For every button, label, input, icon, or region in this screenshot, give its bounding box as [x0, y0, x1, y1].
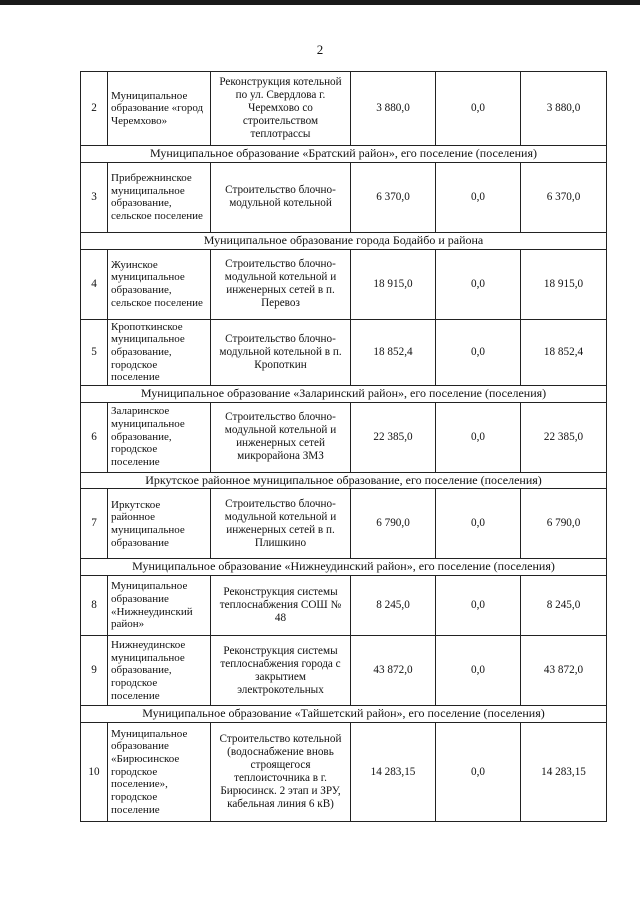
table-row: [81, 722, 607, 821]
scan-edge: [0, 0, 640, 5]
amount-zero-cell: 0,0: [436, 162, 521, 232]
row-number: 2: [81, 72, 108, 146]
table-row: [81, 249, 607, 319]
amount-final-cell: 22 385,0: [521, 402, 607, 472]
project-cell: Строительство блочно-модульной котельной и инженерных сетей в п. Перевоз: [211, 249, 351, 319]
section-heading: Муниципальное образование «Тайшетский район», его поселение (поселения): [81, 706, 607, 723]
table-row: [81, 402, 607, 472]
municipality-cell: Иркутское районное муниципальное образование: [108, 489, 211, 559]
section-row: [81, 559, 607, 576]
section-heading: Муниципальное образование «Братский район», его поселение (поселения): [81, 146, 607, 163]
amount-zero-cell: 0,0: [436, 636, 521, 706]
amount-zero-cell: 0,0: [436, 722, 521, 821]
section-row: [81, 385, 607, 402]
section-row: [81, 232, 607, 249]
amount-total-cell: 43 872,0: [351, 636, 436, 706]
amount-zero-cell: 0,0: [436, 319, 521, 385]
amount-total-cell: 6 370,0: [351, 162, 436, 232]
amount-total-cell: 18 915,0: [351, 249, 436, 319]
amount-final-cell: 6 790,0: [521, 489, 607, 559]
amount-zero-cell: 0,0: [436, 576, 521, 636]
amount-zero-cell: 0,0: [436, 72, 521, 146]
row-number: 8: [81, 576, 108, 636]
row-number: 9: [81, 636, 108, 706]
project-cell: Реконструкция системы теплоснабжения СОШ № 48: [211, 576, 351, 636]
project-cell: Строительство блочно-модульной котельной и инженерных сетей микрорайона ЗМЗ: [211, 402, 351, 472]
municipality-cell: Жуинское муниципальное образование, сельское поселение: [108, 249, 211, 319]
project-cell: Строительство котельной (водоснабжение вновь строящегося теплоисточника в г. Бирюсинск. 2 этап и ЗРУ, кабельная линия 6 кВ): [211, 722, 351, 821]
amount-total-cell: 14 283,15: [351, 722, 436, 821]
amount-final-cell: 3 880,0: [521, 72, 607, 146]
amount-final-cell: 43 872,0: [521, 636, 607, 706]
project-cell: Строительство блочно-модульной котельной: [211, 162, 351, 232]
amount-final-cell: 14 283,15: [521, 722, 607, 821]
row-number: 10: [81, 722, 108, 821]
amount-final-cell: 18 915,0: [521, 249, 607, 319]
municipality-cell: Нижнеудинское муниципальное образование, городское поселение: [108, 636, 211, 706]
section-row: [81, 706, 607, 723]
amount-zero-cell: 0,0: [436, 489, 521, 559]
table-row: [81, 319, 607, 385]
table-row: [81, 636, 607, 706]
section-heading: Муниципальное образование «Нижнеудинский район», его поселение (поселения): [81, 559, 607, 576]
page-number: 2: [316, 42, 324, 57]
amount-total-cell: 6 790,0: [351, 489, 436, 559]
funding-table: [80, 71, 607, 822]
section-row: [81, 146, 607, 163]
amount-final-cell: 6 370,0: [521, 162, 607, 232]
municipality-cell: Муниципальное образование «город Черемхово»: [108, 72, 211, 146]
municipality-cell: Заларинское муниципальное образование, городское поселение: [108, 402, 211, 472]
project-cell: Строительство блочно-модульной котельной и инженерных сетей в п. Плишкино: [211, 489, 351, 559]
row-number: 3: [81, 162, 108, 232]
amount-final-cell: 18 852,4: [521, 319, 607, 385]
project-cell: Реконструкция котельной по ул. Свердлова г. Черемхово со строительством теплотрассы: [211, 72, 351, 146]
section-row: [81, 472, 607, 489]
municipality-cell: Прибрежнинское муниципальное образование, сельское поселение: [108, 162, 211, 232]
table-row: [81, 162, 607, 232]
row-number: 5: [81, 319, 108, 385]
table-row: [81, 72, 607, 146]
project-cell: Реконструкция системы теплоснабжения города с закрытием электрокотельных: [211, 636, 351, 706]
amount-total-cell: 22 385,0: [351, 402, 436, 472]
municipality-cell: Муниципальное образование «Бирюсинское городское поселение», городское поселение: [108, 722, 211, 821]
section-heading: Муниципальное образование «Заларинский район», его поселение (поселения): [81, 385, 607, 402]
table-row: [81, 576, 607, 636]
amount-zero-cell: 0,0: [436, 249, 521, 319]
amount-total-cell: 8 245,0: [351, 576, 436, 636]
row-number: 7: [81, 489, 108, 559]
row-number: 4: [81, 249, 108, 319]
amount-final-cell: 8 245,0: [521, 576, 607, 636]
section-heading: Муниципальное образование города Бодайбо и района: [81, 232, 607, 249]
section-heading: Иркутское районное муниципальное образование, его поселение (поселения): [81, 472, 607, 489]
project-cell: Строительство блочно-модульной котельной в п. Кропоткин: [211, 319, 351, 385]
amount-total-cell: 18 852,4: [351, 319, 436, 385]
table-row: [81, 489, 607, 559]
row-number: 6: [81, 402, 108, 472]
municipality-cell: Кропоткинское муниципальное образование, городское поселение: [108, 319, 211, 385]
amount-total-cell: 3 880,0: [351, 72, 436, 146]
municipality-cell: Муниципальное образование «Нижнеудинский район»: [108, 576, 211, 636]
amount-zero-cell: 0,0: [436, 402, 521, 472]
